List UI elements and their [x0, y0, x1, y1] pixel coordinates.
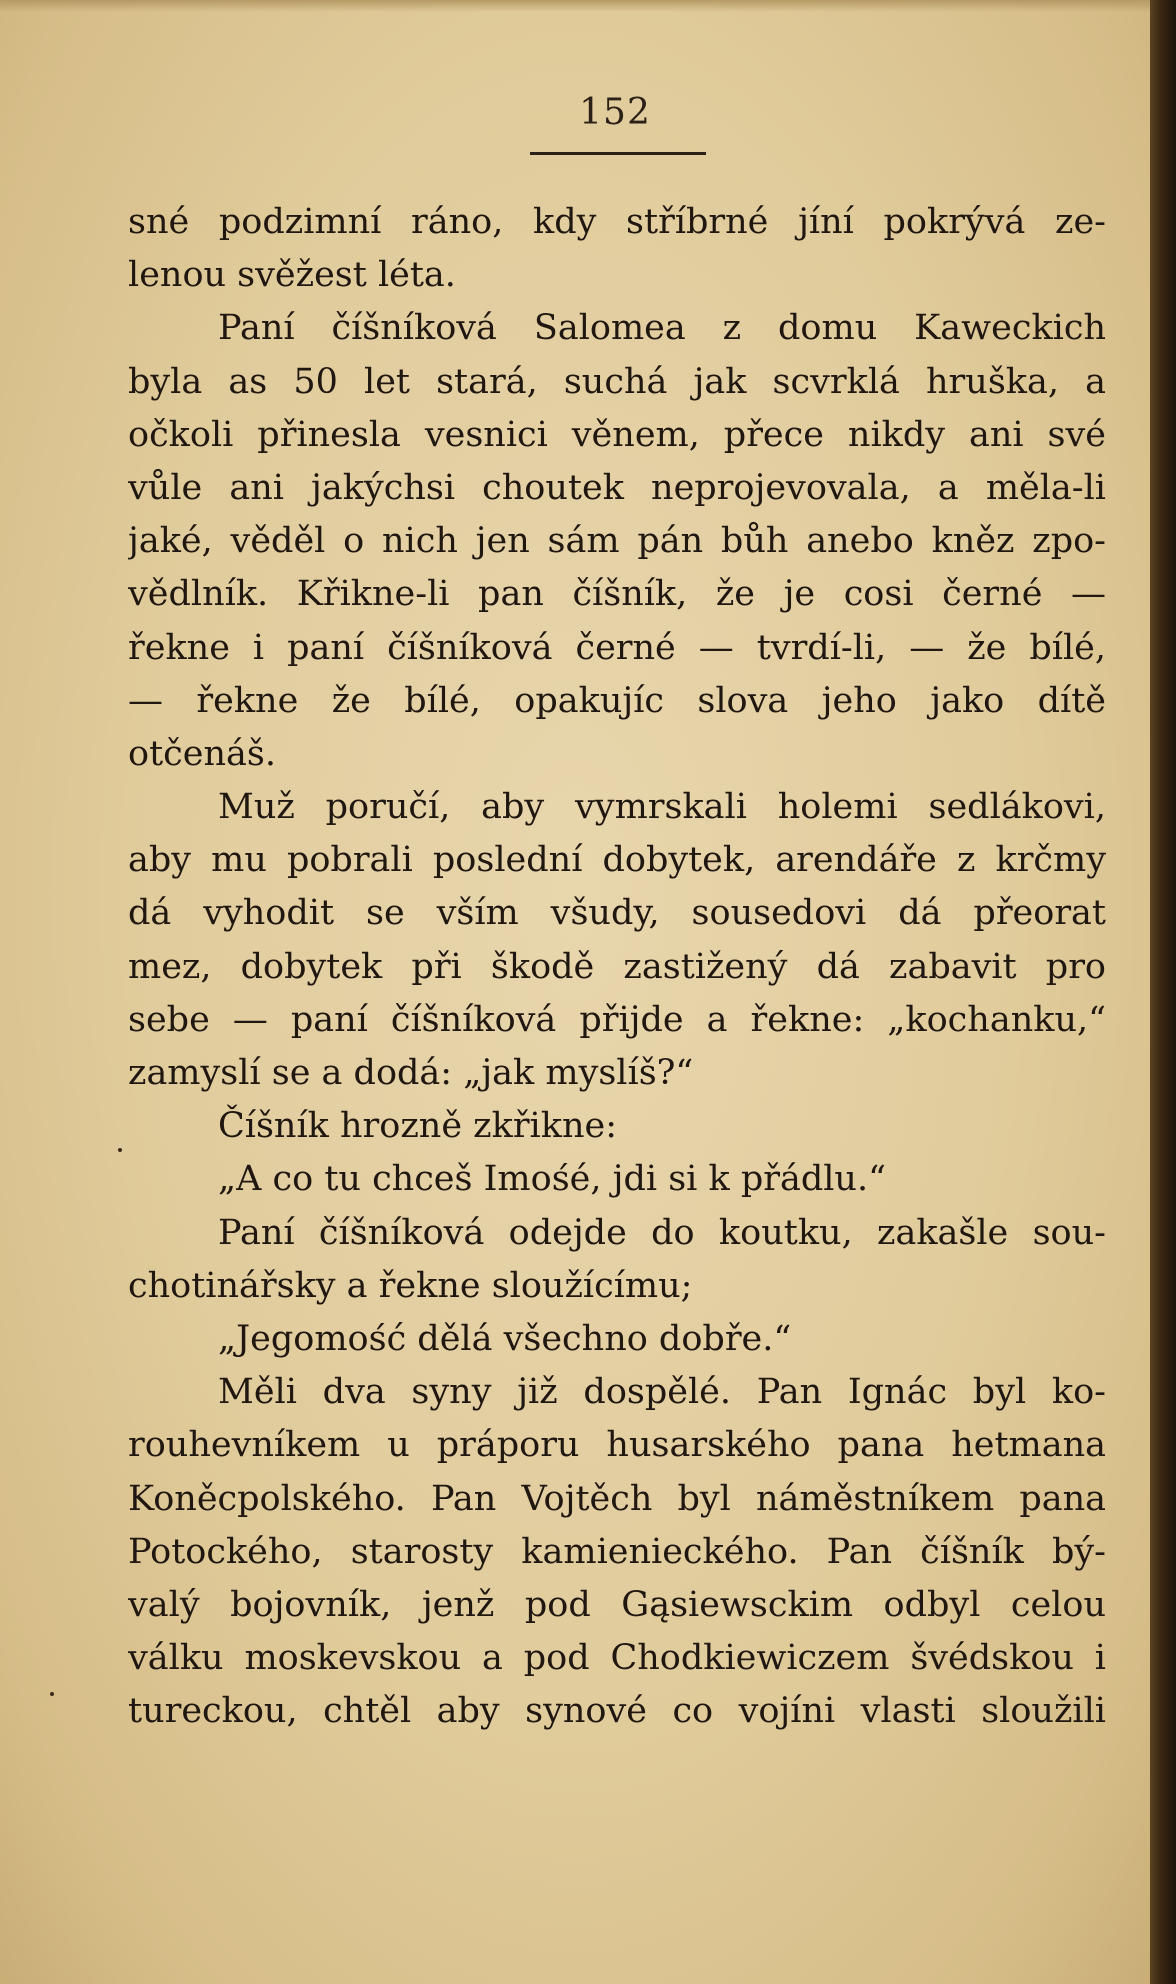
text-line: aby mu pobrali poslední dobytek, arendáře z krčmy	[128, 840, 1106, 881]
text-line: lenou svěžest léta.	[128, 255, 456, 296]
text-line: valý bojovník, jenž pod Gąsiewsckim odbyl celou	[128, 1584, 1106, 1625]
text-line: Potockého, starosty kamienieckého. Pan číšník bý-	[128, 1531, 1106, 1572]
page-number: 152	[579, 92, 651, 133]
body-text	[128, 196, 1106, 1738]
text-line: Měli dva syny již dospělé. Pan Ignác byl ko-	[218, 1372, 1106, 1413]
text-line: očkoli přinesla vesnici věnem, přece nikdy ani své	[128, 414, 1106, 455]
text-line: Koněcpolského. Pan Vojtěch byl náměstníkem pana	[128, 1478, 1106, 1519]
text-line: rouhevníkem u práporu husarského pana hetmana	[128, 1425, 1106, 1466]
text-line: sebe — paní číšníková přijde a řekne: „kochanku,“	[128, 999, 1106, 1040]
text-line: sné podzimní ráno, kdy stříbrné jíní pokrývá ze-	[128, 202, 1106, 242]
text-line: vědlník. Křikne-li pan číšník, že je cosi černé —	[128, 574, 1106, 615]
text-line: — řekne že bílé, opakujíc slova jeho jako dítě	[128, 680, 1106, 721]
book-binding-edge	[1150, 0, 1176, 1984]
text-line: „Jegomość dělá všechno dobře.“	[218, 1318, 792, 1359]
text-line: Číšník hrozně zkřikne:	[218, 1106, 617, 1147]
page-number-rule	[530, 152, 706, 155]
text-line: dá vyhodit se vším všudy, sousedovi dá přeorat	[128, 893, 1106, 934]
text-line: tureckou, chtěl aby synové co vojíni vlasti sloužili	[128, 1691, 1106, 1732]
text-line: mez, dobytek při škodě zastižený dá zabavit pro	[128, 946, 1106, 987]
text-line: jaké, věděl o nich jen sám pán bůh anebo kněz zpo-	[128, 521, 1106, 562]
text-line: vůle ani jakýchsi choutek neprojevovala, a měla-li	[128, 467, 1106, 508]
text-line: byla as 50 let stará, suchá jak scvrklá hruška, a	[128, 361, 1106, 402]
page-top-shadow	[0, 0, 1150, 12]
text-line: chotinářsky a řekne sloužícímu;	[128, 1265, 693, 1306]
text-line: zamyslí se a dodá: „jak myslíš?“	[128, 1053, 694, 1093]
margin-speck	[118, 1148, 122, 1152]
text-line: Muž poručí, aby vymrskali holemi sedlákovi,	[218, 787, 1106, 828]
text-line: otčenáš.	[128, 733, 276, 774]
margin-speck	[50, 1692, 54, 1696]
text-line: Paní číšníková odejde do koutku, zakašle sou-	[218, 1212, 1106, 1253]
text-line: „A co tu chceš Imośé, jdi si k přádlu.“	[218, 1159, 886, 1200]
text-line: řekne i paní číšníková černé — tvrdí-li, — že bílé,	[128, 627, 1106, 668]
text-line: Paní číšníková Salomea z domu Kaweckich	[218, 308, 1106, 349]
text-line: válku moskevskou a pod Chodkiewiczem švédskou i	[128, 1638, 1106, 1679]
